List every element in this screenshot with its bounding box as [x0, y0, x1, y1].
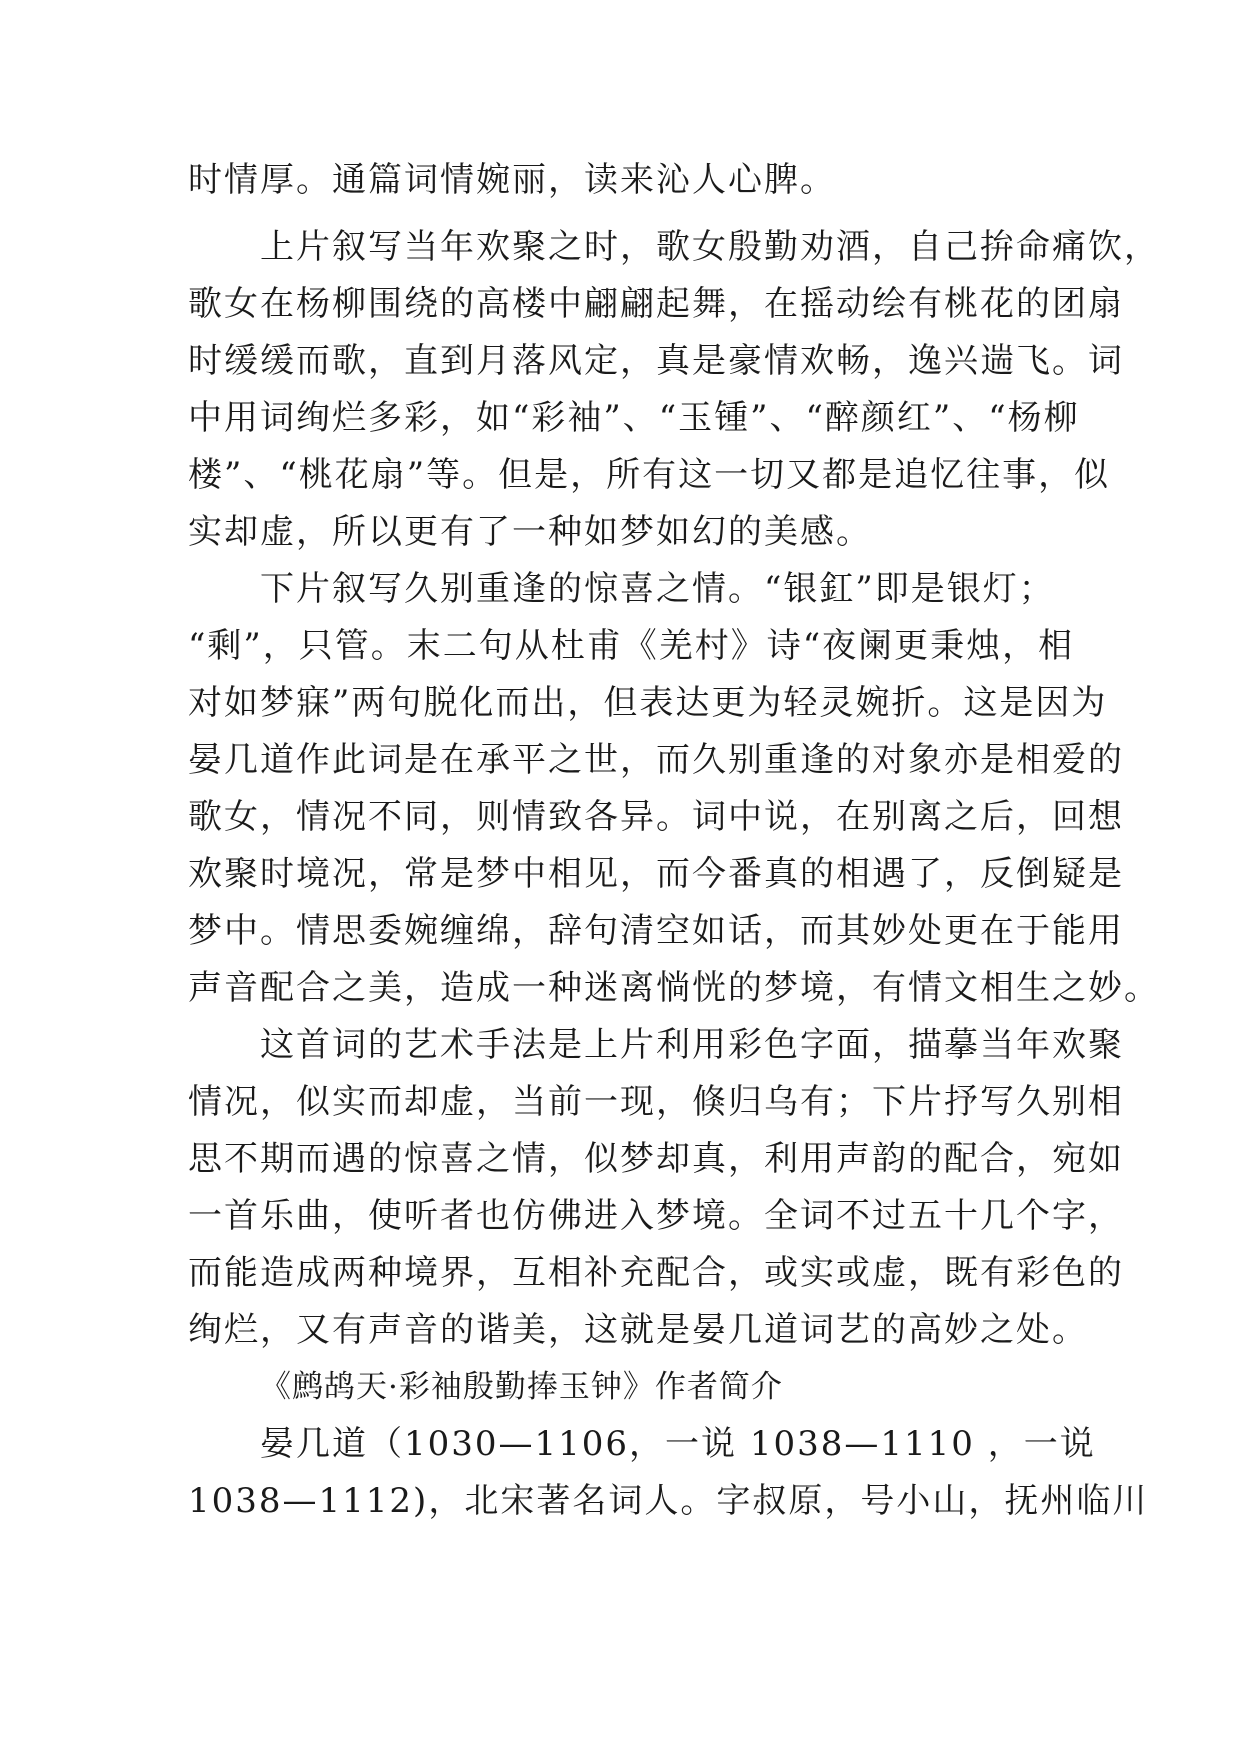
section-heading: 《鹧鸪天·彩袖殷勤捧玉钟》作者简介: [260, 1369, 783, 1405]
text-line: 一首乐曲，使听者也仿佛进入梦境。全词不过五十几个字，: [188, 1196, 1124, 1236]
text-line: 楼”、“桃花扇”等。但是，所有这一切又都是追忆往事，似: [188, 455, 1111, 495]
text-line: 对如梦寐”两句脱化而出，但表达更为轻灵婉折。这是因为: [188, 683, 1108, 723]
text-line: 欢聚时境况，常是梦中相见，而今番真的相遇了，反倒疑是: [188, 854, 1124, 894]
text-line: 而能造成两种境界，互相补充配合，或实或虚，既有彩色的: [188, 1253, 1124, 1293]
text-line: 中用词绚烂多彩，如“彩袖”、“玉锺”、“醉颜红”、“杨柳: [188, 398, 1080, 438]
text-line: 晏几道（1030—1106，一说 1038—1110 ，一说: [260, 1424, 1096, 1464]
text-line: 这首词的艺术手法是上片利用彩色字面，描摹当年欢聚: [260, 1025, 1124, 1065]
text-line: 晏几道作此词是在承平之世，而久别重逢的对象亦是相爱的: [188, 740, 1124, 780]
text-line: 歌女，情况不同，则情致各异。词中说，在别离之后，回想: [188, 797, 1124, 837]
text-line: 声音配合之美，造成一种迷离惝恍的梦境，有情文相生之妙。: [188, 968, 1160, 1008]
text-line: 梦中。情思委婉缠绵，辞句清空如话，而其妙处更在于能用: [188, 911, 1124, 951]
text-line: 时缓缓而歌，直到月落风定，真是豪情欢畅，逸兴遄飞。词: [188, 341, 1124, 381]
text-line: 绚烂，又有声音的谐美，这就是晏几道词艺的高妙之处。: [188, 1310, 1088, 1350]
text-line: 思不期而遇的惊喜之情，似梦却真，利用声韵的配合，宛如: [188, 1139, 1124, 1179]
text-line: 时情厚。通篇词情婉丽，读来沁人心脾。: [188, 160, 836, 200]
text-line: 实却虚，所以更有了一种如梦如幻的美感。: [188, 512, 872, 552]
text-line: “剩”，只管。末二句从杜甫《羌村》诗“夜阑更秉烛，相: [188, 626, 1075, 666]
text-line: 情况，似实而却虚，当前一现，倏归乌有；下片抒写久别相: [188, 1082, 1124, 1122]
text-line: 上片叙写当年欢聚之时，歌女殷勤劝酒，自己拚命痛饮，: [260, 227, 1160, 267]
text-line: 下片叙写久别重逢的惊喜之情。“银釭”即是银灯；: [260, 569, 1055, 609]
text-line: 歌女在杨柳围绕的高楼中翩翩起舞，在摇动绘有桃花的团扇: [188, 284, 1124, 324]
text-line: 1038—1112)，北宋著名词人。字叔原，号小山，抚州临川: [188, 1481, 1149, 1521]
